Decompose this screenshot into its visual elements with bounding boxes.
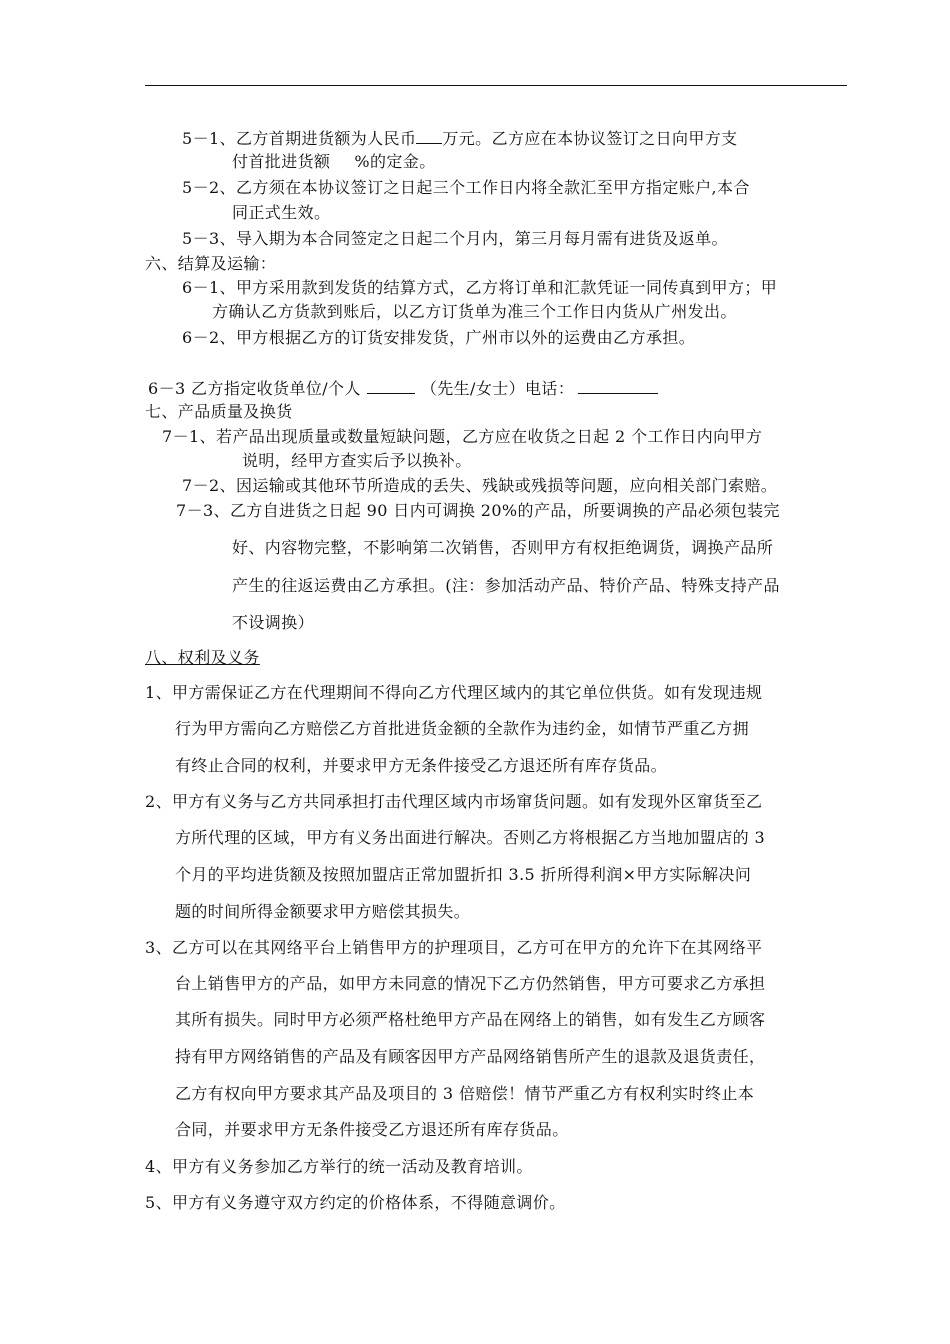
- item-1-line-3: 有终止合同的权利，并要求甲方无条件接受乙方退还所有库存货品。: [175, 756, 668, 775]
- clause-5-1-text-a: 5－1、乙方首期进货额为人民币: [182, 129, 417, 148]
- clause-7-3-line-3: 产生的往返运费由乙方承担。(注：参加活动产品、特价产品、特殊支持产品: [232, 576, 780, 595]
- recipient-blank: [367, 378, 415, 394]
- clause-6-1-line-1: 6－1、甲方采用款到发货的结算方式，乙方将订单和汇款凭证一同传真到甲方；甲: [182, 278, 778, 297]
- item-2-line-4: 题的时间所得金额要求甲方赔偿其损失。: [175, 902, 471, 921]
- item-2-line-2: 方所代理的区域，甲方有义务出面进行解决。否则乙方将根据乙方当地加盟店的 3: [175, 828, 766, 847]
- clause-6-3-text-a: 6－3 乙方指定收货单位/个人: [148, 379, 361, 398]
- clause-5-1-text-b: 万元。乙方应在本协议签订之日向甲方支: [442, 129, 738, 148]
- section-6-heading: 六、结算及运输：: [145, 254, 277, 273]
- section-7-heading: 七、产品质量及换货: [145, 402, 293, 421]
- clause-7-3-line-1: 7－3、乙方自进货之日起 90 日内可调换 20%的产品，所要调换的产品必须包装完: [176, 501, 780, 520]
- item-3-line-1: 3、乙方可以在其网络平台上销售甲方的护理项目，乙方可在甲方的允许下在其网络平: [145, 938, 763, 957]
- item-3-line-2: 台上销售甲方的产品，如甲方未同意的情况下乙方仍然销售，甲方可要求乙方承担: [175, 974, 766, 993]
- clause-5-1-text-c: 付首批进货额: [232, 152, 331, 171]
- item-3-line-4: 持有甲方网络销售的产品及有顾客因甲方产品网络销售所产生的退款及退货责任，: [175, 1047, 766, 1066]
- item-3-line-3: 其所有损失。同时甲方必须严格杜绝甲方产品在网络上的销售，如有发生乙方顾客: [175, 1010, 766, 1029]
- clause-7-1-line-1: 7－1、若产品出现质量或数量短缺问题，乙方应在收货之日起 2 个工作日内向甲方: [162, 427, 763, 446]
- clause-5-2-line-2: 同正式生效。: [232, 203, 331, 222]
- item-2-line-1: 2、甲方有义务与乙方共同承担打击代理区域内市场窜货问题。如有发现外区窜货至乙: [145, 792, 763, 811]
- header-rule: [145, 85, 847, 86]
- clause-6-1-line-2: 方确认乙方货款到账后，以乙方订货单为准三个工作日内货从广州发出。: [212, 302, 737, 321]
- amount-blank: [416, 128, 442, 144]
- item-2-line-3: 个月的平均进货额及按照加盟店正常加盟折扣 3.5 折所得利润×甲方实际解决问: [175, 865, 752, 884]
- clause-6-3-text-b: （先生/女士）电话：: [420, 379, 575, 398]
- clause-7-3-line-4: 不设调换）: [232, 613, 315, 632]
- clause-5-3: 5－3、导入期为本合同签定之日起二个月内，第三月每月需有进货及返单。: [182, 229, 728, 248]
- clause-5-1-line-2: [232, 152, 436, 172]
- clause-7-1-line-2: 说明，经甲方查实后予以换补。: [242, 451, 472, 470]
- clause-5-2-line-1: 5－2、乙方须在本协议签订之日起三个工作日内将全款汇至甲方指定账户,本合: [182, 178, 750, 197]
- item-1-line-1: 1、甲方需保证乙方在代理期间不得向乙方代理区域内的其它单位供货。如有发现违规: [145, 683, 763, 702]
- phone-blank: [578, 378, 658, 394]
- section-8-heading: 八、权利及义务: [145, 648, 260, 667]
- clause-7-3-line-2: 好、内容物完整，不影响第二次销售，否则甲方有权拒绝调货，调换产品所: [232, 538, 774, 557]
- item-3-line-5: 乙方有权向甲方要求其产品及项目的 3 倍赔偿！情节严重乙方有权利实时终止本: [175, 1084, 755, 1103]
- item-4: 4、甲方有义务参加乙方举行的统一活动及教育培训。: [145, 1157, 533, 1176]
- item-5: 5、甲方有义务遵守双方约定的价格体系，不得随意调价。: [145, 1193, 566, 1212]
- clause-5-1-text-d: %的定金。: [354, 152, 436, 171]
- clause-6-2: 6－2、甲方根据乙方的订货安排发货，广州市以外的运费由乙方承担。: [182, 328, 696, 347]
- item-3-line-6: 合同，并要求甲方无条件接受乙方退还所有库存货品。: [175, 1120, 569, 1139]
- item-1-line-2: 行为甲方需向乙方赔偿乙方首批进货金额的全款作为违约金，如情节严重乙方拥: [175, 719, 750, 738]
- clause-7-2: 7－2、因运输或其他环节所造成的丢失、残缺或残损等问题，应向相关部门索赔。: [182, 476, 778, 495]
- clause-6-3: [148, 378, 658, 399]
- clause-5-1-line-1: [182, 128, 738, 149]
